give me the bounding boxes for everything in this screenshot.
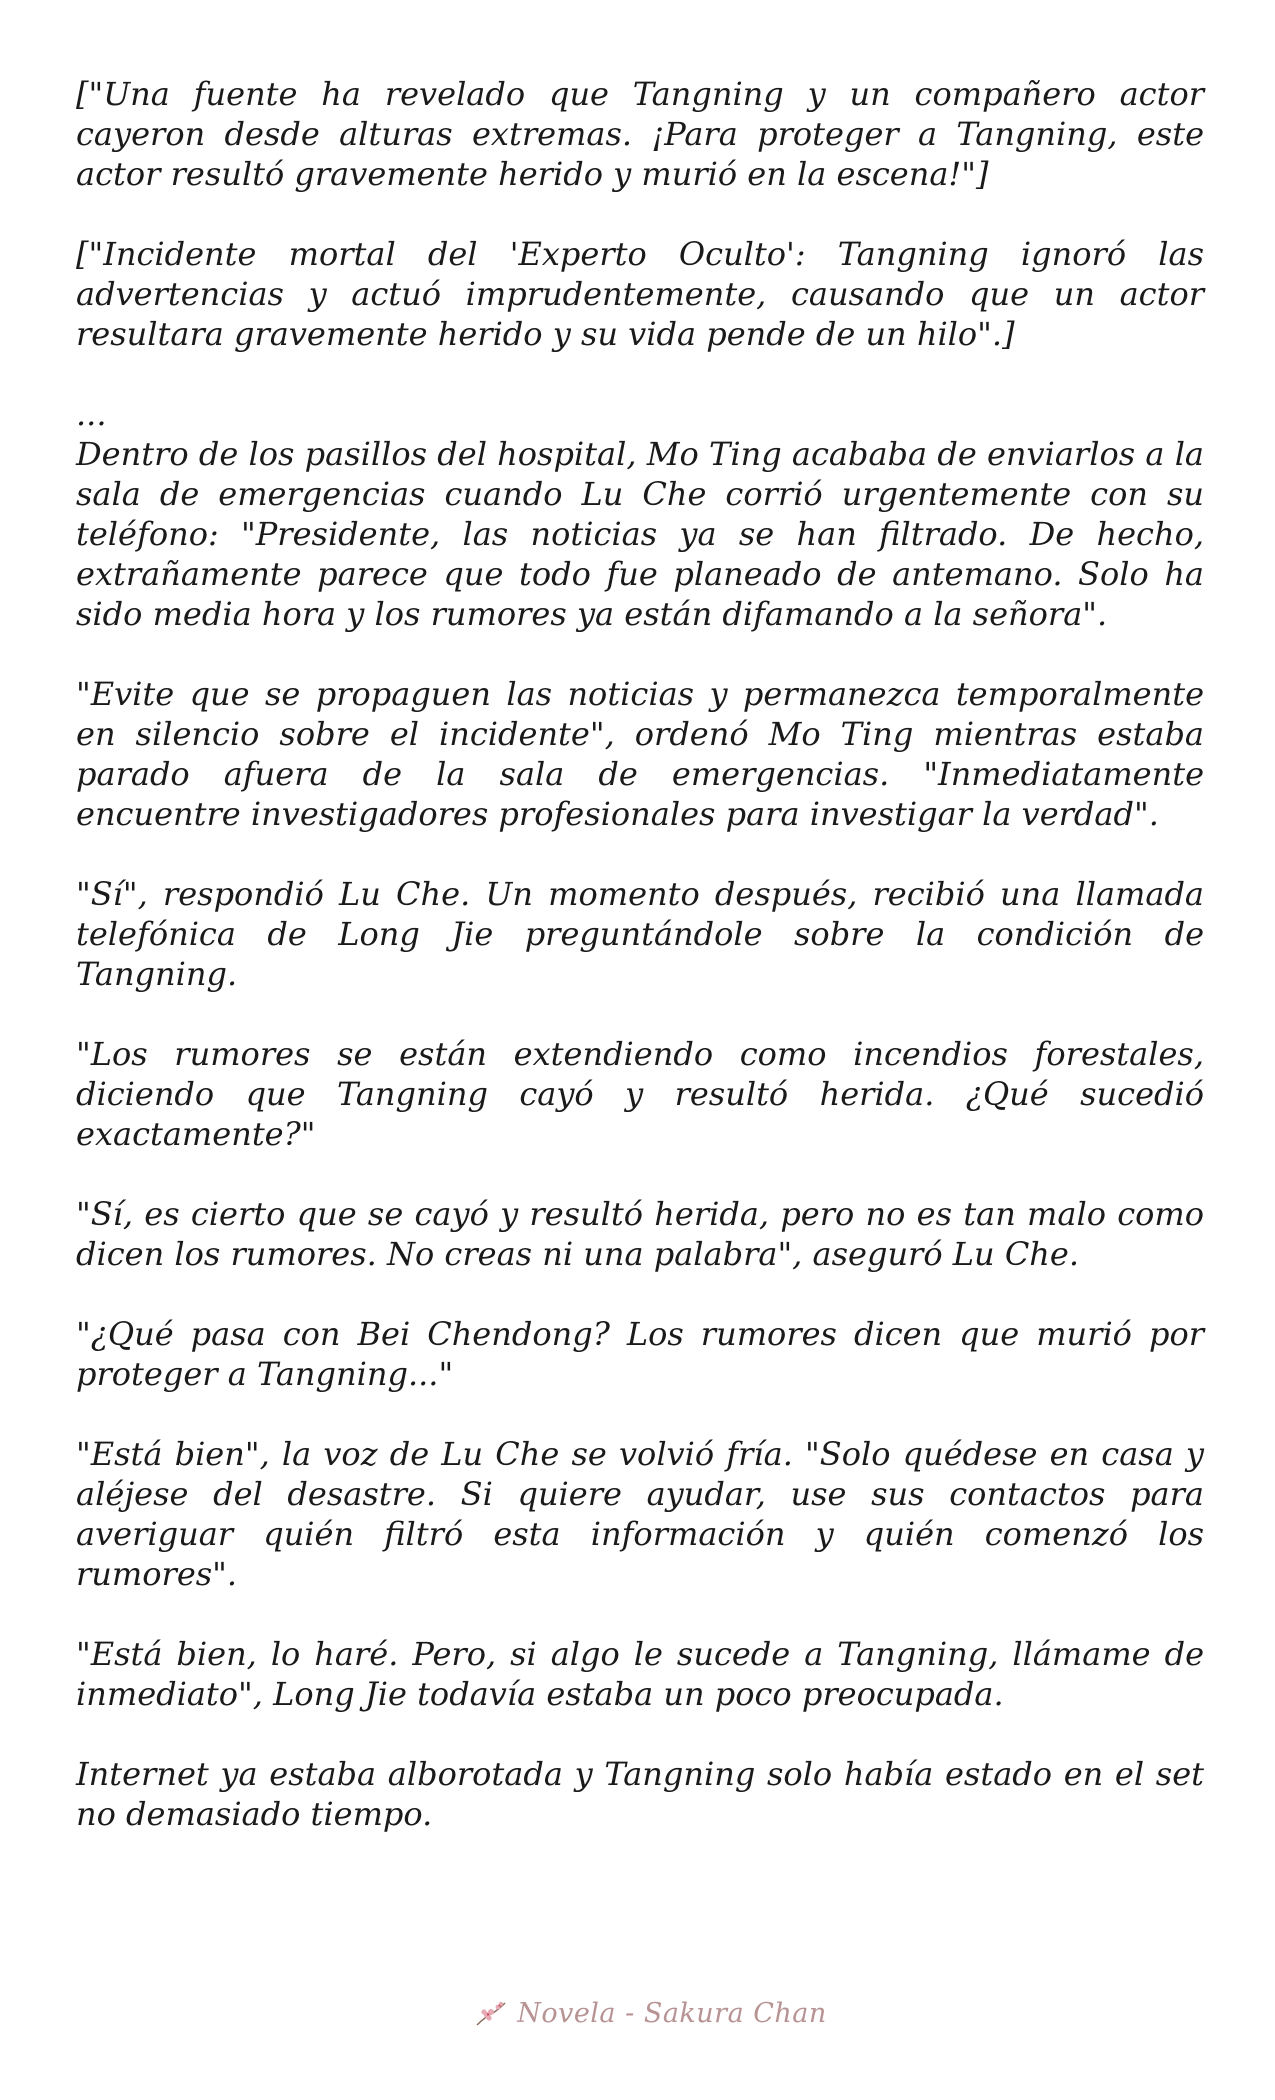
paragraph-lu-che-assurance: "Sí, es cierto que se cayó y resultó herida, pero no es tan malo como dicen los rumores. No creas ni una palabra", aseguró Lu Che.	[76, 1195, 1204, 1273]
paragraph-hospital-hallway: Dentro de los pasillos del hospital, Mo Ting acababa de enviarlos a la sala de emergencias cuando Lu Che corrió urgentemente con su teléfono: "Presidente, las noticias ya se han filtrado. De hecho, extrañamente parece que todo fue planeado de antemano. Solo ha sido media hora y los rumores ya están difamando a la señora".	[76, 435, 1204, 633]
paragraph-long-jie-question: "Los rumores se están extendiendo como incendios forestales, diciendo que Tangning cayó y resultó herida. ¿Qué sucedió exactamente?"	[76, 1035, 1204, 1153]
paragraph-mo-ting-orders: "Evite que se propaguen las noticias y permanezca temporalmente en silencio sobre el incidente", ordenó Mo Ting mientras estaba parado afuera de la sala de emergencias. "Inmediatamente encuentre investigadores profesionales para investigar la verdad".	[76, 675, 1204, 833]
sakura-flower-icon	[473, 1995, 509, 2031]
watermark-text: Novela - Sakura Chan	[517, 1997, 827, 2029]
paragraph-long-jie-agrees: "Está bien, lo haré. Pero, si algo le sucede a Tangning, llámame de inmediato", Long Jie todavía estaba un poco preocupada.	[76, 1635, 1204, 1713]
paragraph-news-headline-1: ["Una fuente ha revelado que Tangning y un compañero actor cayeron desde alturas extremas. ¡Para proteger a Tangning, este actor resultó gravemente herido y murió en la escena!"]	[76, 75, 1204, 193]
paragraph-lu-che-reply: "Sí", respondió Lu Che. Un momento después, recibió una llamada telefónica de Long Jie preguntándole sobre la condición de Tangning.	[76, 875, 1204, 993]
paragraph-news-headline-2: ["Incidente mortal del 'Experto Oculto': Tangning ignoró las advertencias y actuó imprudentemente, causando que un actor resultara gravemente herido y su vida pende de un hilo".]	[76, 235, 1204, 353]
chapter-text	[76, 74, 1204, 1834]
scene-break-ellipsis: ...	[76, 395, 107, 433]
paragraph-bei-chendong-question: "¿Qué pasa con Bei Chendong? Los rumores dicen que murió por proteger a Tangning..."	[76, 1315, 1204, 1393]
paragraph-internet-uproar: Internet ya estaba alborotada y Tangning solo había estado en el set no demasiado tiempo.	[76, 1755, 1204, 1833]
paragraph-lu-che-instructions: "Está bien", la voz de Lu Che se volvió fría. "Solo quédese en casa y aléjese del desastre. Si quiere ayudar, use sus contactos para averiguar quién filtró esta información y quién comenzó los rumores".	[76, 1435, 1204, 1593]
watermark-logo	[460, 1990, 840, 2036]
